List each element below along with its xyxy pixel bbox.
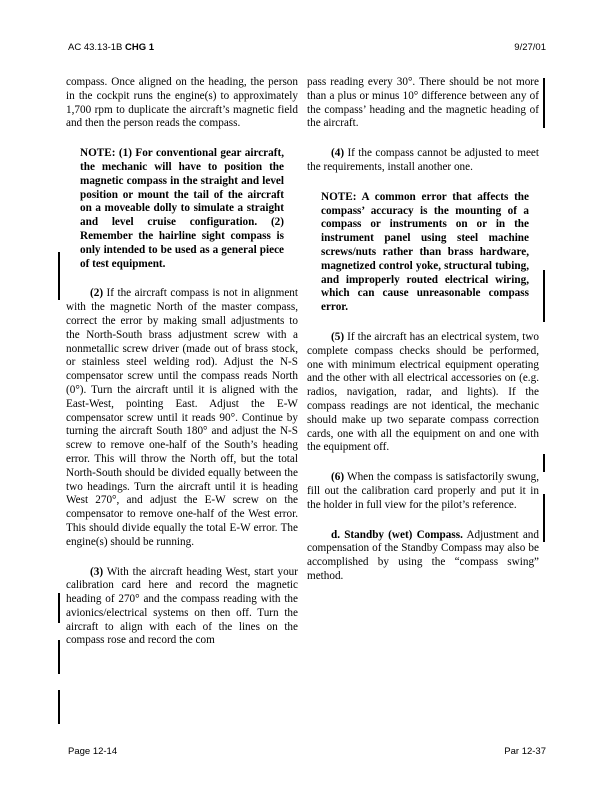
footer-paragraph-ref: Par 12-37: [504, 746, 546, 757]
left-column: [66, 76, 298, 664]
paragraph-2-number: (2): [90, 287, 104, 300]
paragraph-5-number: (5): [331, 330, 345, 343]
paragraph-4-text: If the compass cannot be adjusted to meet the requirements, install another one.: [307, 147, 539, 173]
paragraph-4: [307, 147, 539, 175]
paragraph-d: [307, 529, 539, 584]
paragraph-3-text: With the aircraft heading West, start your calibration card here and record the magnetic heading of 270° and the compass reading with the avionics/electrical systems on then off. Turn the aircraft to align with each of the lines on the compass rose and record the com: [66, 565, 298, 647]
paragraph-continued-right: pass reading every 30°. There should be not more than a plus or minus 10° difference between any of the compass’ heading and the magnetic heading of the aircraft.: [307, 76, 539, 130]
paragraph-5: [307, 331, 539, 455]
right-column: [307, 76, 539, 600]
note-1: NOTE: (1) For conventional gear aircraft, the mechanic will have to position the magnetic compass in the straight and level position or mount the tail of the aircraft on a moveable dolly to simulate a straight and level cruise configuration. (2) Remember the hairline sight compass is only intended to be used as a general piece of test equipment.: [80, 147, 284, 270]
paragraph-6-text: When the compass is satisfactorily swung, fill out the calibration card properly and put it in the holder in full view for the pilot’s reference.: [307, 471, 539, 511]
change-bar: [58, 252, 60, 300]
paragraph-6-number: (6): [331, 471, 345, 484]
header-doc-id: [68, 42, 154, 53]
change-bar: [543, 454, 545, 472]
paragraph-6: [307, 471, 539, 512]
paragraph-d-number: d.: [331, 528, 341, 541]
footer-page: Page 12-14: [68, 746, 118, 757]
change-bar: [58, 640, 60, 674]
doc-id: AC 43.13-1B: [68, 42, 123, 53]
paragraph-2: [66, 287, 298, 549]
paragraph-d-title: Standby (wet) Compass.: [344, 528, 463, 541]
change-bar: [543, 270, 545, 322]
paragraph-2-text: If the aircraft compass is not in alignment with the magnetic North of the master compass, correct the error by making small adjustments to the North-South brass adjustment screw with a nonmetallic screw driver (made out of brass stock, or stainless steel welding rod). Adjust the N-S compensator screw until the compass reads North (0°). Turn the aircraft until it is aligned with the East-West, pointing East. Adjust the E-W compensator screw until it reads 90°. Continue by turning the aircraft South 180° and adjust the N-S screw to remove one-half of the South’s heading error. This will throw the North off, but the total North-South should be divided equally between the two headings. Turn the aircraft until it is heading West 270°, and adjust the E-W screw on the compensator to remove one-half of the West error. This should divide equally the total E-W error. The engine(s) should be running.: [66, 287, 299, 548]
paragraph-3: [66, 566, 298, 649]
change-bar: [58, 593, 60, 623]
paragraph-d-text: Adjustment and compensation of the Standby Compass may also be accomplished by using the “compass swing” method.: [307, 528, 539, 582]
change-bar: [58, 690, 60, 724]
change-bar: [543, 494, 545, 542]
paragraph-4-number: (4): [331, 147, 345, 160]
paragraph-3-number: (3): [90, 565, 104, 578]
change-bar: [543, 78, 545, 128]
header-date: 9/27/01: [514, 42, 546, 53]
paragraph-continued: compass. Once aligned on the heading, the person in the cockpit runs the engine(s) to approximately 1,700 rpm to duplicate the aircraft’s magnetic field and then the person reads the compass.: [66, 76, 298, 130]
paragraph-5-text: If the aircraft has an electrical system, two complete compass checks should be performed, one with minimum electrical equipment operating and the other with all electrical accessories on (e.g. radios, navigation, radar, and lights). If the compass readings are not identical, the mechanic should make up two separate compass correction cards, one with all the equipment on and one with the equipment off.: [307, 330, 540, 454]
note-2: NOTE: A common error that affects the compass’ accuracy is the mounting of a compass or instruments on or in the instrument panel using steel machine screws/nuts rather than brass hardware, magnetized control yoke, structural tubing, and improperly routed electrical wiring, which can cause unreasonable compass error.: [321, 190, 529, 314]
change-label: CHG 1: [125, 42, 155, 53]
